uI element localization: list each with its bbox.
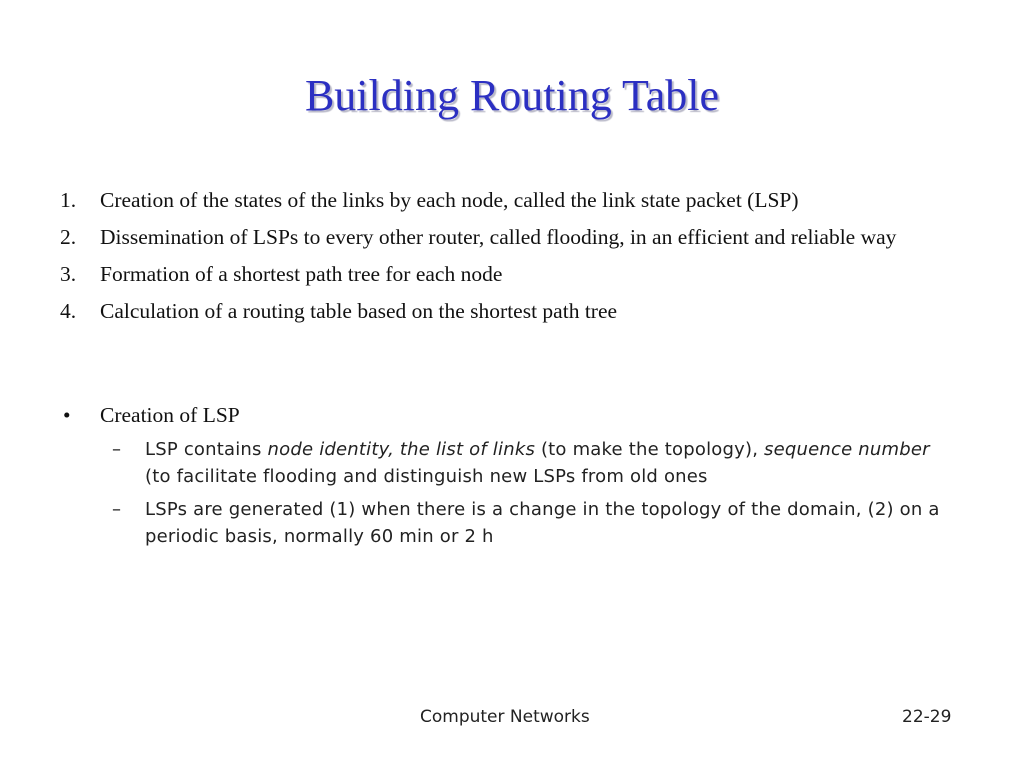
bullet-item [60,401,960,550]
step-number: 4. [60,299,77,323]
bullet-list [60,401,960,556]
step-text: Dissemination of LSPs to every other router, called flooding, in an efficient and reliable way [100,225,897,249]
step-number: 2. [60,225,77,249]
sub-bullet-list [100,436,960,550]
slide-title: Building Routing Table [304,71,720,120]
emphasis-text: sequence number [764,439,930,460]
step-item [60,297,960,326]
sub-text-part: LSP contains [145,439,268,460]
page-number: 22-29 [902,707,952,727]
dash-marker: – [112,439,122,460]
sub-text-part: (to make the topology), [535,439,765,460]
step-item [60,260,960,289]
step-text: Formation of a shortest path tree for each node [100,262,503,286]
steps-list [60,186,960,334]
step-item [60,186,960,215]
emphasis-text: node identity, the list of links [267,439,536,460]
bullet-marker: • [63,403,71,427]
sub-bullet-item [100,496,960,550]
bullet-text: Creation of LSP [100,403,240,427]
dash-marker: – [112,499,122,520]
footer-title: Computer Networks [420,707,590,727]
step-number: 3. [60,262,77,286]
step-number: 1. [60,188,77,212]
step-item [60,223,960,252]
sub-bullet-item [100,436,960,490]
step-text: Calculation of a routing table based on the shortest path tree [100,299,618,323]
sub-text: LSPs are generated (1) when there is a change in the topology of the domain, (2) on a periodic basis, normally 60 min or 2 h [145,499,940,547]
sub-text-part: (to facilitate flooding and distinguish new LSPs from old ones [145,466,708,487]
step-text: Creation of the states of the links by each node, called the link state packet (LSP) [100,188,799,212]
